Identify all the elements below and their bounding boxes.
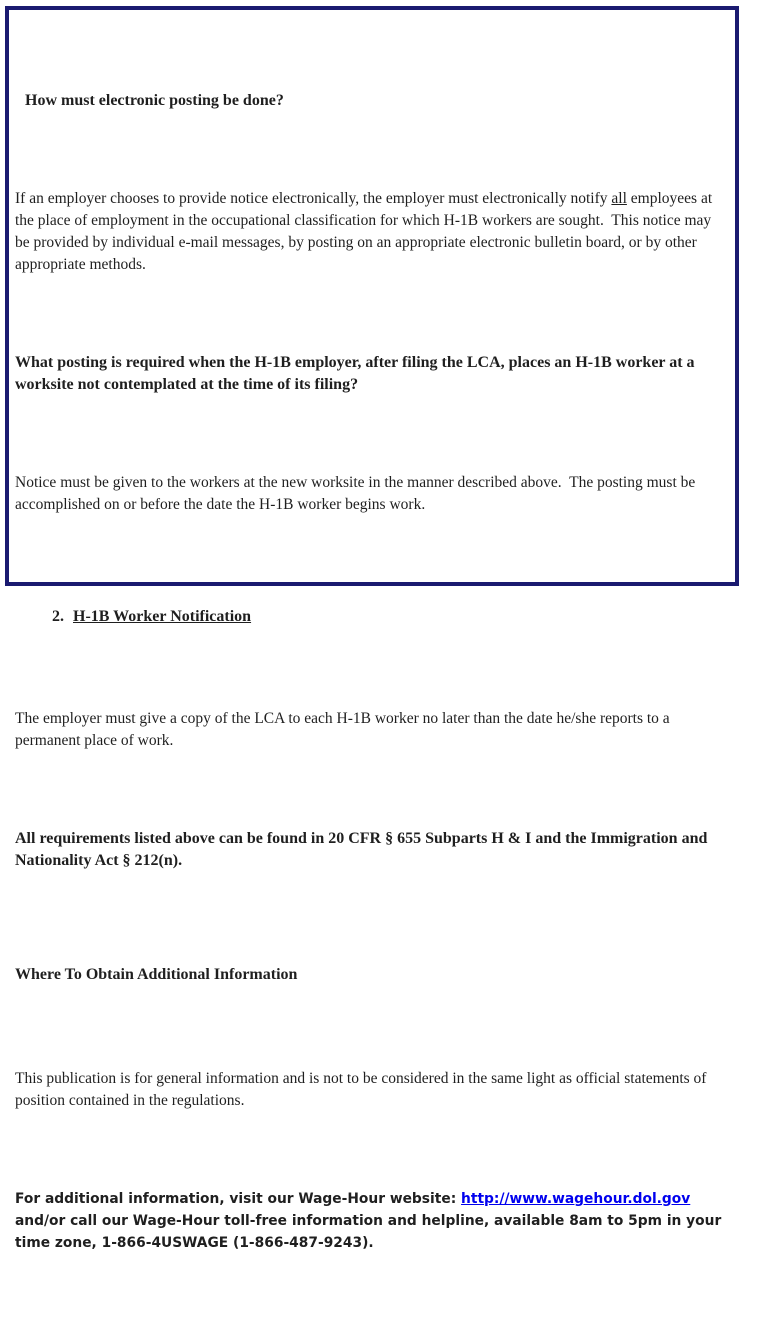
paragraph-electronic-posting-post: employees at the place of employment in the occupational classification for which H-1B workers are sought. This notice may be provided by individual e-mail messages, by posting on an appropriate electronic bulletin board, or by other appropriate methods.: [15, 190, 717, 273]
footer-contact-paragraph: [15, 1188, 727, 1254]
question-heading-new-worksite: What posting is required when the H-1B employer, after filing the LCA, places an H-1B worker at a worksite not contemplated at the time of its filing?: [15, 354, 699, 393]
wagehour-website-link[interactable]: http://www.wagehour.dol.gov: [461, 1191, 691, 1207]
paragraph-lca-copy: The employer must give a copy of the LCA to each H-1B worker no later than the date he/she reports to a permanent place of work.: [15, 710, 674, 749]
footer-post-text: and/or call our Wage-Hour toll-free information and helpline, available 8am to 5pm in your time zone, 1-866-4USWAGE (1-866-487-9243).: [15, 1191, 727, 1251]
paragraph-electronic-posting: [15, 188, 727, 276]
paragraph-electronic-posting-pre: If an employer chooses to provide notice electronically, the employer must electronically notify: [15, 190, 612, 207]
note-requirements-regulations: All requirements listed above can be found in 20 CFR § 655 Subparts H & I and the Immigration and Nationality Act § 212(n).: [15, 830, 712, 869]
footer-pre-text: For additional information, visit our Wage-Hour website:: [15, 1191, 462, 1207]
underlined-word-all: all: [611, 190, 627, 207]
heading-additional-information: Where To Obtain Additional Information: [15, 966, 298, 983]
section-title: H-1B Worker Notification: [73, 608, 252, 625]
section-heading-worker-notification: [52, 606, 727, 628]
question-heading-electronic-posting: How must electronic posting be done?: [25, 92, 284, 109]
paragraph-disclaimer: This publication is for general information and is not to be considered in the same light as official statements of position contained in the regulations.: [15, 1070, 711, 1109]
section-number: 2.: [52, 608, 64, 625]
document-content: [9, 10, 735, 1320]
document-page: [5, 6, 739, 1251]
paragraph-new-worksite-answer: Notice must be given to the workers at the new worksite in the manner described above. The posting must be accomplished on or before the date the H-1B worker begins work.: [15, 474, 700, 513]
